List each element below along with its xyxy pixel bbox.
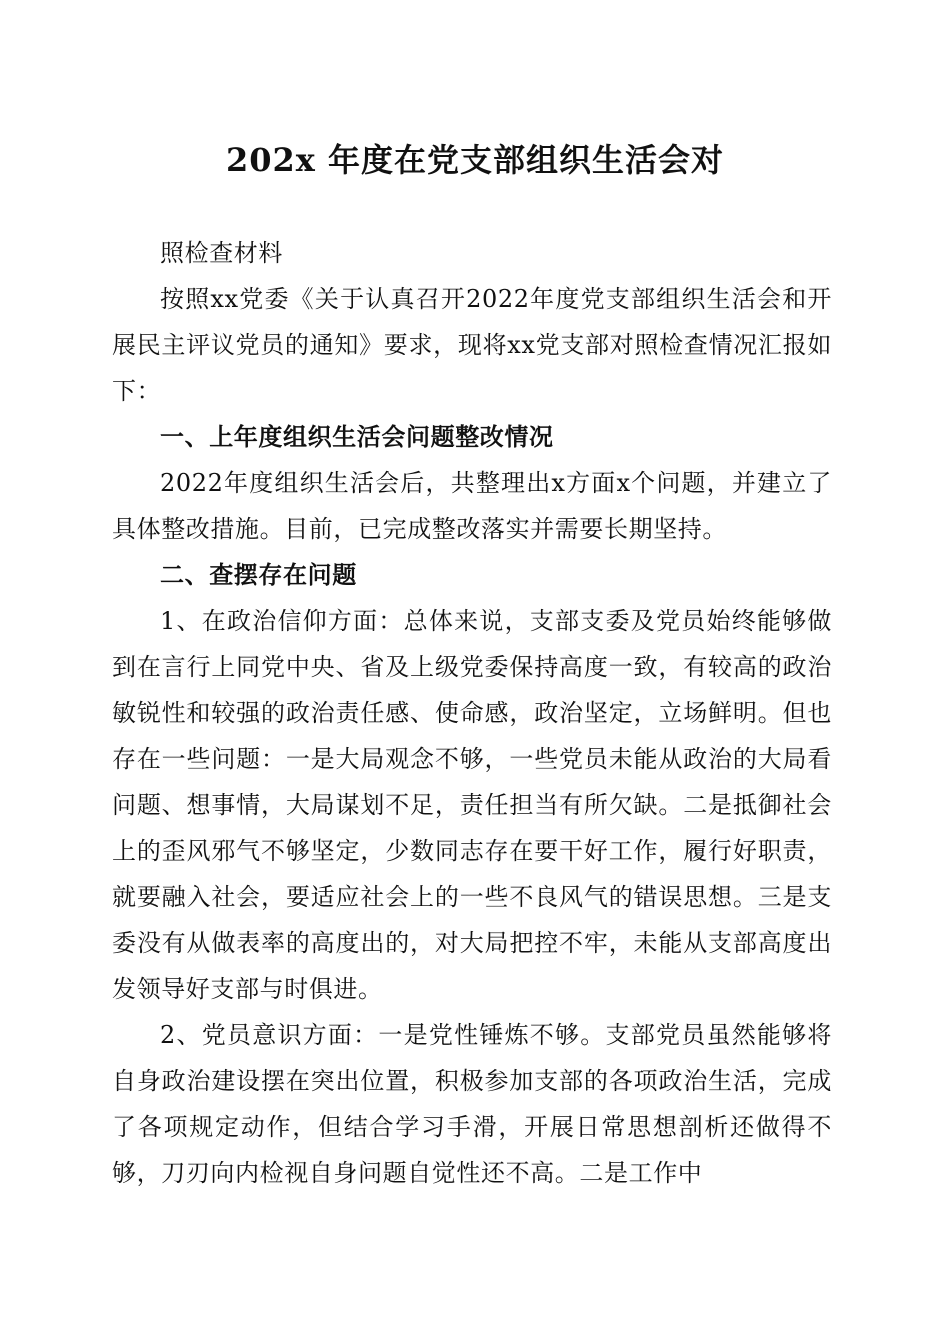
section1-heading: 一、上年度组织生活会问题整改情况 — [160, 423, 554, 451]
document-title: 202x 年度在党支部组织生活会对 — [225, 141, 725, 179]
document-subtitle: 照检查材料 — [160, 239, 283, 267]
document-body — [112, 230, 832, 1196]
section2-item2-paragraph: 2、党员意识方面：一是党性锤炼不够。支部党员虽然能够将自身政治建设摆在突出位置，积极参加支部的各项政治生活，完成了各项规定动作，但结合学习手滑，开展日常思想剖析还做得不够，刀刃向内检视自身问题自觉性还不高。二是工作中 — [112, 1021, 832, 1187]
section1-paragraph: 2022年度组织生活会后，共整理出x方面x个问题，并建立了具体整改措施。目前，已完成整改落实并需要长期坚持。 — [112, 469, 832, 543]
section2-item1-paragraph: 1、在政治信仰方面：总体来说，支部支委及党员始终能够做到在言行上同党中央、省及上级党委保持高度一致，有较高的政治敏锐性和较强的政治责任感、使命感，政治坚定，立场鲜明。但也存在一些问题：一是大局观念不够，一些党员未能从政治的大局看问题、想事情，大局谋划不足，责任担当有所欠缺。二是抵御社会上的歪风邪气不够坚定，少数同志存在要干好工作，履行好职责，就要融入社会，要适应社会上的一些不良风气的错误思想。三是支委没有从做表率的高度出的，对大局把控不牢，未能从支部高度出发领导好支部与时俱进。 — [112, 607, 832, 1003]
section2-heading: 二、查摆存在问题 — [160, 561, 357, 589]
intro-paragraph: 按照xx党委《关于认真召开2022年度党支部组织生活会和开展民主评议党员的通知》要求，现将xx党支部对照检查情况汇报如下： — [112, 285, 832, 405]
